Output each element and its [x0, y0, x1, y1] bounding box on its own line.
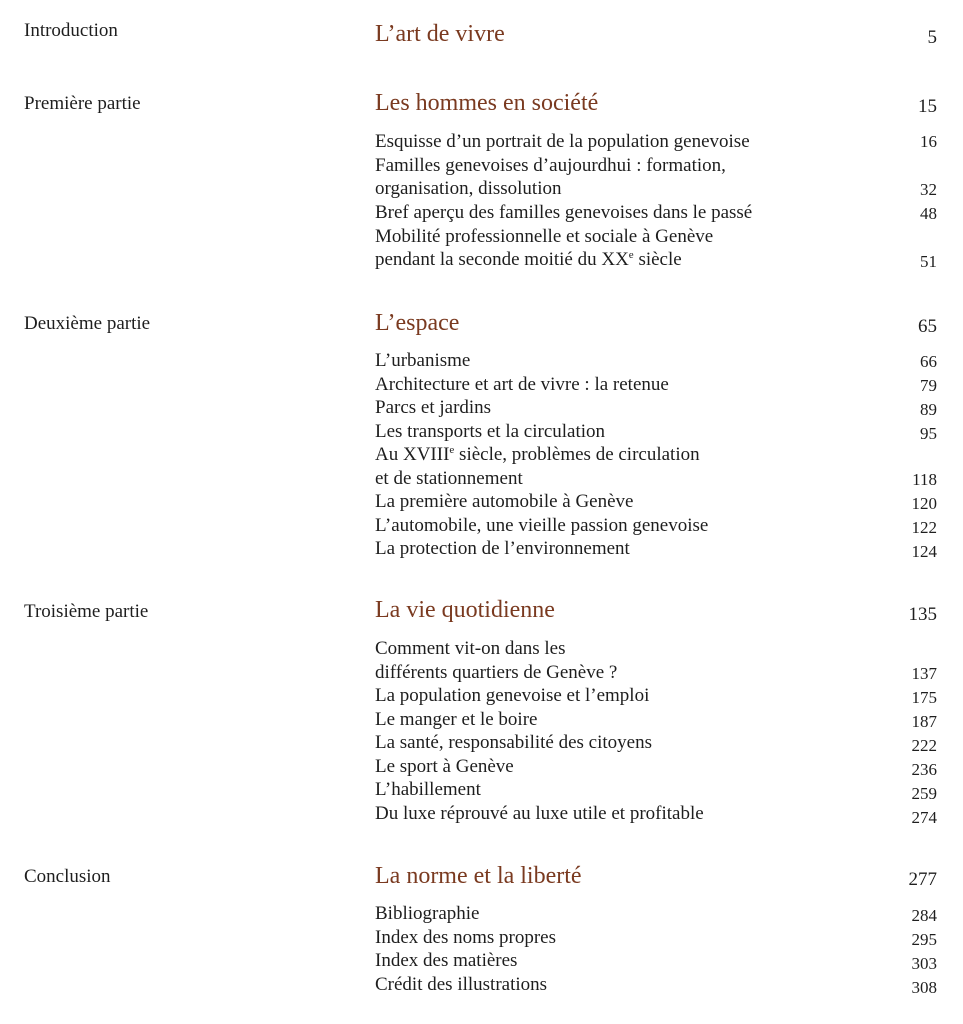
section-title-espace: L’espace: [375, 310, 460, 336]
toc-entry: Les transports et la circulation: [375, 421, 606, 442]
toc-entry: Mobilité professionnelle et sociale à Genève: [375, 226, 714, 247]
toc-entry: L’urbanisme: [375, 350, 471, 371]
part-label-introduction: Introduction: [24, 20, 118, 41]
section-page-number: 135: [908, 604, 937, 625]
toc-entry: Bibliographie: [375, 903, 480, 924]
toc-entry-page: 187: [911, 712, 937, 731]
section-title-vie-quotidienne: La vie quotidienne: [375, 597, 555, 623]
toc-entry: Bref aperçu des familles genevoises dans le passé: [375, 202, 753, 223]
toc-entry: L’habillement: [375, 779, 481, 800]
toc-entry-page: 308: [911, 978, 937, 997]
toc-entry-page: 89: [920, 400, 937, 419]
toc-entry: La santé, responsabilité des citoyens: [375, 732, 653, 753]
toc-entry: Comment vit-on dans les: [375, 638, 566, 659]
toc-entry-page: 122: [911, 518, 937, 537]
toc-entry: Du luxe réprouvé au luxe utile et profitable: [375, 803, 704, 824]
toc-entry-page: 51: [920, 252, 937, 271]
section-page-number: 15: [918, 96, 937, 117]
toc-entry: Architecture et art de vivre : la retenue: [375, 374, 669, 395]
toc-entry-continued: et de stationnement: [375, 468, 523, 489]
toc-entry-page: 303: [911, 954, 937, 973]
toc-entry: Au XVIIIe siècle, problèmes de circulation: [375, 444, 700, 465]
toc-entry: Le sport à Genève: [375, 756, 514, 777]
toc-entry-page: 222: [911, 736, 937, 755]
part-label-premiere-partie: Première partie: [24, 93, 141, 114]
toc-entry: La protection de l’environnement: [375, 538, 630, 559]
part-label-conclusion: Conclusion: [24, 866, 111, 887]
toc-entry-page: 295: [911, 930, 937, 949]
toc-entry-page: 124: [911, 542, 937, 561]
toc-entry-continued: organisation, dissolution: [375, 178, 562, 199]
part-label-troisieme-partie: Troisième partie: [24, 601, 149, 622]
toc-entry-continued: pendant la seconde moitié du XXe siècle: [375, 249, 682, 270]
toc-entry-page: 236: [911, 760, 937, 779]
toc-entry: Index des matières: [375, 950, 518, 971]
toc-entry-page: 79: [920, 376, 937, 395]
section-title-art-de-vivre: L’art de vivre: [375, 21, 505, 47]
toc-entry-page: 95: [920, 424, 937, 443]
toc-entry: La première automobile à Genève: [375, 491, 634, 512]
toc-entry-continued: différents quartiers de Genève ?: [375, 662, 618, 683]
toc-entry: Le manger et le boire: [375, 709, 538, 730]
toc-entry-page: 175: [911, 688, 937, 707]
section-title-norme-et-liberte: La norme et la liberté: [375, 863, 582, 889]
section-page-number: 277: [908, 869, 937, 890]
toc-entry-page: 259: [911, 784, 937, 803]
toc-entry: L’automobile, une vieille passion genevoise: [375, 515, 709, 536]
toc-entry: Esquisse d’un portrait de la population genevoise: [375, 131, 750, 152]
toc-entry-page: 32: [920, 180, 937, 199]
toc-entry: Familles genevoises d’aujourdhui : formation,: [375, 155, 726, 176]
toc-entry-page: 48: [920, 204, 937, 223]
section-title-hommes-en-societe: Les hommes en société: [375, 90, 599, 116]
toc-entry-page: 284: [911, 906, 937, 925]
toc-entry-page: 137: [911, 664, 937, 683]
toc-entry: Index des noms propres: [375, 927, 556, 948]
toc-entry-page: 66: [920, 352, 937, 371]
toc-entry: Crédit des illustrations: [375, 974, 548, 995]
toc-entry-page: 118: [912, 470, 937, 489]
section-page-number: 5: [927, 27, 937, 48]
toc-entry-page: 274: [911, 808, 937, 827]
toc-entry: Parcs et jardins: [375, 397, 492, 418]
part-label-deuxieme-partie: Deuxième partie: [24, 313, 151, 334]
section-page-number: 65: [918, 316, 937, 337]
toc-entry-page: 16: [920, 132, 937, 151]
toc-entry-page: 120: [911, 494, 937, 513]
toc-entry: La population genevoise et l’emploi: [375, 685, 650, 706]
